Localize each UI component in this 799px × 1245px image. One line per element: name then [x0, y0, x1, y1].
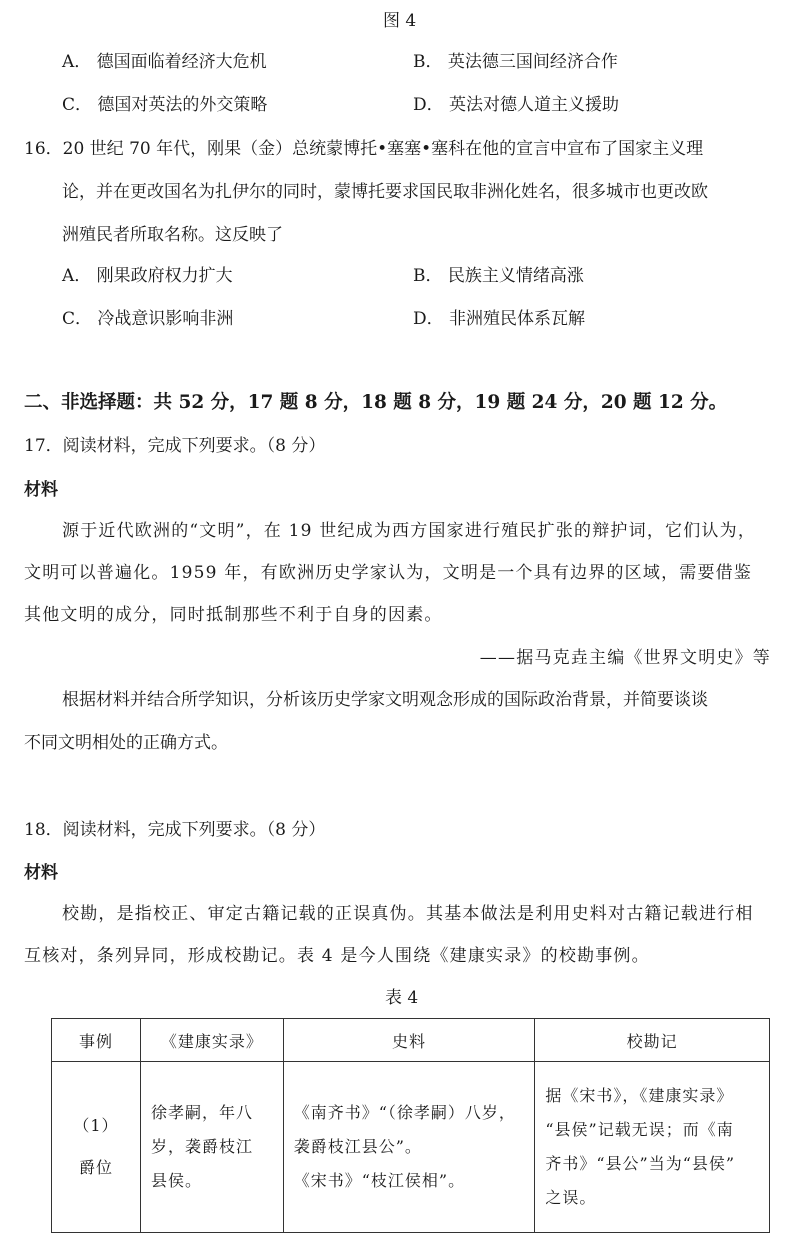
q16-stem-line3: 洲殖民者所取名称。这反映了 [62, 225, 283, 245]
header-case: 事例 [52, 1019, 141, 1062]
q16-stem-line1: 16．20 世纪 70 年代，刚果（金）总统蒙博托•塞塞•塞科在他的宣言中宣布了国家主义理 [24, 139, 704, 159]
header-note: 校勘记 [535, 1019, 770, 1062]
record-line: 县侯。 [150, 1171, 202, 1190]
q16-option-c: C． 冷战意识影响非洲 [62, 309, 234, 329]
q17-material-line3: 其他文明的成分，同时抵制那些不利于自身的因素。 [24, 605, 443, 625]
sources-line: 《南齐书》“（徐孝嗣）八岁， [293, 1103, 516, 1122]
q15-option-a: A． 德国面临着经济大危机 [62, 52, 267, 72]
note-line: 齐书》“县公”当为“县侯” [545, 1154, 736, 1173]
q15-option-b: B． 英法德三国间经济合作 [413, 52, 618, 72]
sources-line: 袭爵枝江县公”。 [293, 1137, 422, 1156]
cell-note [535, 1062, 770, 1233]
note-line: “县侯”记载无误；而《南 [545, 1120, 734, 1139]
cell-record [140, 1062, 283, 1233]
cell-case [52, 1062, 141, 1233]
q17-title: 17．阅读材料，完成下列要求。（8 分） [24, 436, 326, 456]
q18-title: 18．阅读材料，完成下列要求。（8 分） [24, 820, 326, 840]
sources-line: 《宋书》“枝江侯相”。 [293, 1171, 466, 1190]
record-line: 岁，袭爵枝江 [150, 1137, 253, 1156]
q16-option-d: D． 非洲殖民体系瓦解 [413, 309, 586, 329]
cell-sources [283, 1062, 535, 1233]
q17-material-line2: 文明可以普遍化。1959 年，有欧洲历史学家认为，文明是一个具有边界的区域，需要借鉴 [24, 563, 753, 583]
note-line: 之误。 [545, 1188, 597, 1207]
q15-option-c: C． 德国对英法的外交策略 [62, 95, 268, 115]
header-record: 《建康实录》 [140, 1019, 283, 1062]
q17-material-line1: 源于近代欧洲的“文明”，在 19 世纪成为西方国家进行殖民扩张的辩护词，它们认为， [62, 521, 757, 541]
q17-source: ——据马克垚主编《世界文明史》等 [479, 648, 771, 668]
q17-material-label: 材料 [24, 480, 58, 500]
q17-task-line2: 不同文明相处的正确方式。 [24, 733, 228, 753]
case-number: （1） [73, 1116, 119, 1135]
q18-material-line1: 校勘，是指校正、审定古籍记载的正误真伪。其基本做法是利用史料对古籍记载进行相 [62, 904, 754, 924]
q16-option-a: A． 刚果政府权力扩大 [62, 266, 233, 286]
section2-heading: 二、非选择题：共 52 分，17 题 8 分，18 题 8 分，19 题 24 分，20 题 12 分。 [24, 392, 728, 413]
q17-task-line1: 根据材料并结合所学知识，分析该历史学家文明观念形成的国际政治背景，并简要谈谈 [62, 690, 708, 710]
q16-stem-line2: 论，并在更改国名为扎伊尔的同时，蒙博托要求国民取非洲化姓名，很多城市也更改欧 [62, 182, 708, 202]
table-title: 表 4 [385, 988, 419, 1008]
table-row [52, 1062, 770, 1233]
case-topic: 爵位 [78, 1158, 113, 1177]
q18-material-label: 材料 [24, 863, 58, 883]
table-header-row [52, 1019, 770, 1062]
note-line: 据《宋书》，《建康实录》 [545, 1086, 734, 1105]
collation-table [51, 1018, 770, 1233]
q15-option-d: D． 英法对德人道主义援助 [413, 95, 620, 115]
q18-material-line2: 互核对，条列异同，形成校勘记。表 4 是今人围绕《建康实录》的校勘事例。 [24, 946, 650, 966]
record-line: 徐孝嗣，年八 [150, 1103, 253, 1122]
header-sources: 史料 [283, 1019, 535, 1062]
figure-label: 图 4 [383, 11, 417, 31]
q16-option-b: B． 民族主义情绪高涨 [413, 266, 584, 286]
